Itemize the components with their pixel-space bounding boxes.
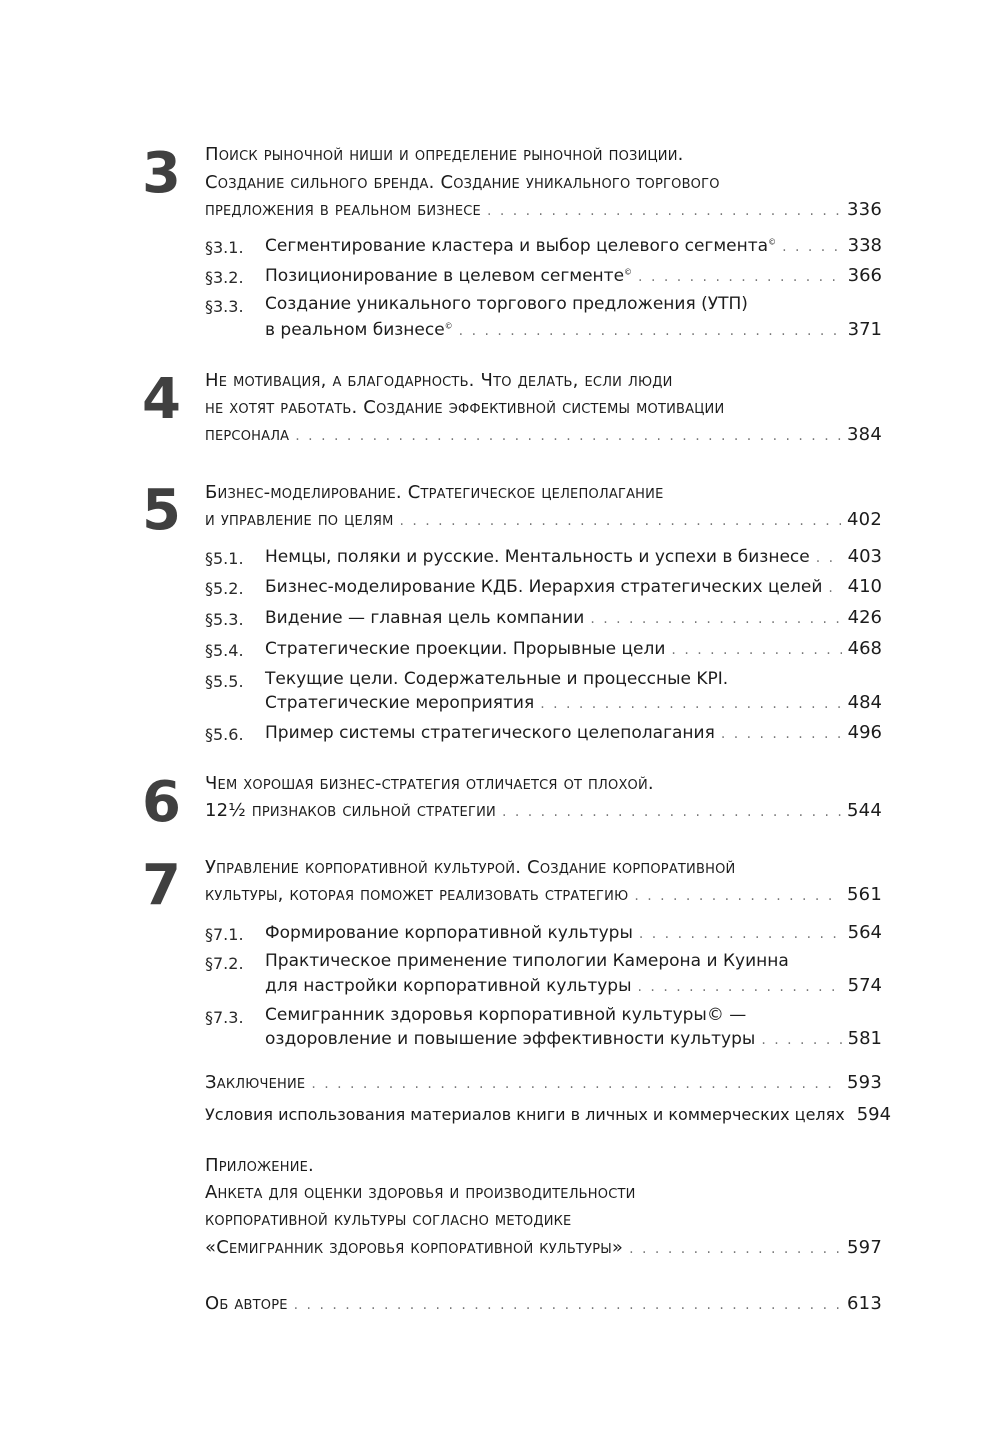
toc-entry[interactable]: культуры, которая поможет реализовать стратегию . . . 561 [205,884,882,914]
toc-entry-conclusion[interactable]: Заключение . . . 593 [205,1072,882,1102]
page-number: 468 [847,638,882,659]
section-number: §5.5. [205,672,244,691]
page-number: 581 [847,1028,882,1049]
section-title-line: Практическое применение типологии Камерона и Куинна [265,951,789,971]
chapter-title-line: Не мотивация, а благодарность. Что делать, если люди [205,370,673,391]
section-number: §5.3. [205,610,244,629]
appendix-title-line: корпоративной культуры согласно методике [205,1209,572,1230]
page-number: 561 [847,884,882,905]
page-number: 426 [847,607,882,628]
toc-entry[interactable]: персонала . . . 384 [205,424,882,454]
section-title-line: Текущие цели. Содержательные и процессные KPI. [265,669,729,689]
page-number: 496 [847,722,882,743]
toc-entry[interactable]: Позиционирование в целевом сегменте© . . . 366 [265,265,882,295]
section-number: §7.2. [205,954,244,973]
page-number: 564 [847,922,882,943]
chapter-title-line: не хотят работать. Создание эффективной системы мотивации [205,397,725,418]
section-number: §7.1. [205,925,244,944]
page-number: 613 [847,1293,882,1314]
section-number: §5.6. [205,725,244,744]
toc-entry[interactable]: в реальном бизнесе© . . . 371 [265,319,882,349]
toc-entry[interactable]: Бизнес-моделирование КДБ. Иерархия стратегических целей . . . 410 [265,576,882,606]
section-number: §7.3. [205,1008,244,1027]
page-number: 371 [847,319,882,340]
chapter-title-line: Управление корпоративной культурой. Создание корпоративной [205,857,736,878]
chapter-title-line: Чем хорошая бизнес-стратегия отличается от плохой. [205,773,654,794]
appendix-title-line: Приложение. [205,1155,314,1176]
chapter-title-line: Создание сильного бренда. Создание уникального торгового [205,172,720,193]
toc-entry[interactable]: Сегментирование кластера и выбор целевого сегмента© . . . 338 [265,235,882,265]
toc-entry-about[interactable]: Об авторе . . . 613 [205,1293,882,1323]
chapter-title-line: Бизнес-моделирование. Стратегическое целеполагание [205,482,664,503]
chapter-number: 3 [142,141,181,206]
chapter-number: 7 [142,853,181,918]
page-number: 574 [847,975,882,996]
chapter-number: 5 [142,478,181,543]
toc-entry[interactable]: Стратегические проекции. Прорывные цели . . . 468 [265,638,882,668]
page-number: 544 [847,800,882,821]
section-number: §3.1. [205,238,244,257]
page-number: 484 [847,692,882,713]
toc-entry[interactable]: Немцы, поляки и русские. Ментальность и успехи в бизнесе . . . 403 [265,546,882,576]
section-number: §5.4. [205,641,244,660]
section-title-line: Семигранник здоровья корпоративной культуры© — [265,1005,747,1025]
page-number: 410 [847,576,882,597]
toc-entry[interactable]: Стратегические мероприятия . . . 484 [265,692,882,722]
toc-entry-terms[interactable]: Условия использования материалов книги в личных и коммерческих целях 594 [205,1104,892,1125]
toc-entry[interactable]: Формирование корпоративной культуры . . . 564 [265,922,882,952]
page-number: 384 [847,424,882,445]
section-number: §3.3. [205,297,244,316]
toc-entry[interactable]: 12½ признаков сильной стратегии . . . 544 [205,800,882,830]
page-number: 403 [847,546,882,567]
page-number: 338 [847,235,882,256]
toc-entry[interactable]: Пример системы стратегического целеполагания . . . 496 [265,722,882,752]
section-number: §3.2. [205,268,244,287]
page-number: 597 [847,1237,882,1258]
appendix-title-line: Анкета для оценки здоровья и производительности [205,1182,636,1203]
toc-entry[interactable]: предложения в реальном бизнесе . . . 336 [205,199,882,229]
toc-entry-appendix[interactable]: «Семигранник здоровья корпоративной культуры» . . . 597 [205,1237,882,1267]
chapter-number: 6 [142,770,181,835]
section-title-line: Создание уникального торгового предложения (УТП) [265,294,748,314]
toc-entry[interactable]: оздоровление и повышение эффективности культуры . . . 581 [265,1028,882,1058]
page-number: 593 [847,1072,882,1093]
section-number: §5.2. [205,579,244,598]
page-number: 594 [856,1104,892,1125]
toc-entry[interactable]: для настройки корпоративной культуры . . . 574 [265,975,882,1005]
page-number: 366 [847,265,882,286]
chapter-number: 4 [142,367,181,432]
page-number: 336 [847,199,882,220]
toc-entry[interactable]: Видение — главная цель компании . . . 426 [265,607,882,637]
chapter-title-line: Поиск рыночной ниши и определение рыночной позиции. [205,144,684,165]
section-number: §5.1. [205,549,244,568]
toc-entry[interactable]: и управление по целям . . . 402 [205,509,882,539]
page-number: 402 [847,509,882,530]
